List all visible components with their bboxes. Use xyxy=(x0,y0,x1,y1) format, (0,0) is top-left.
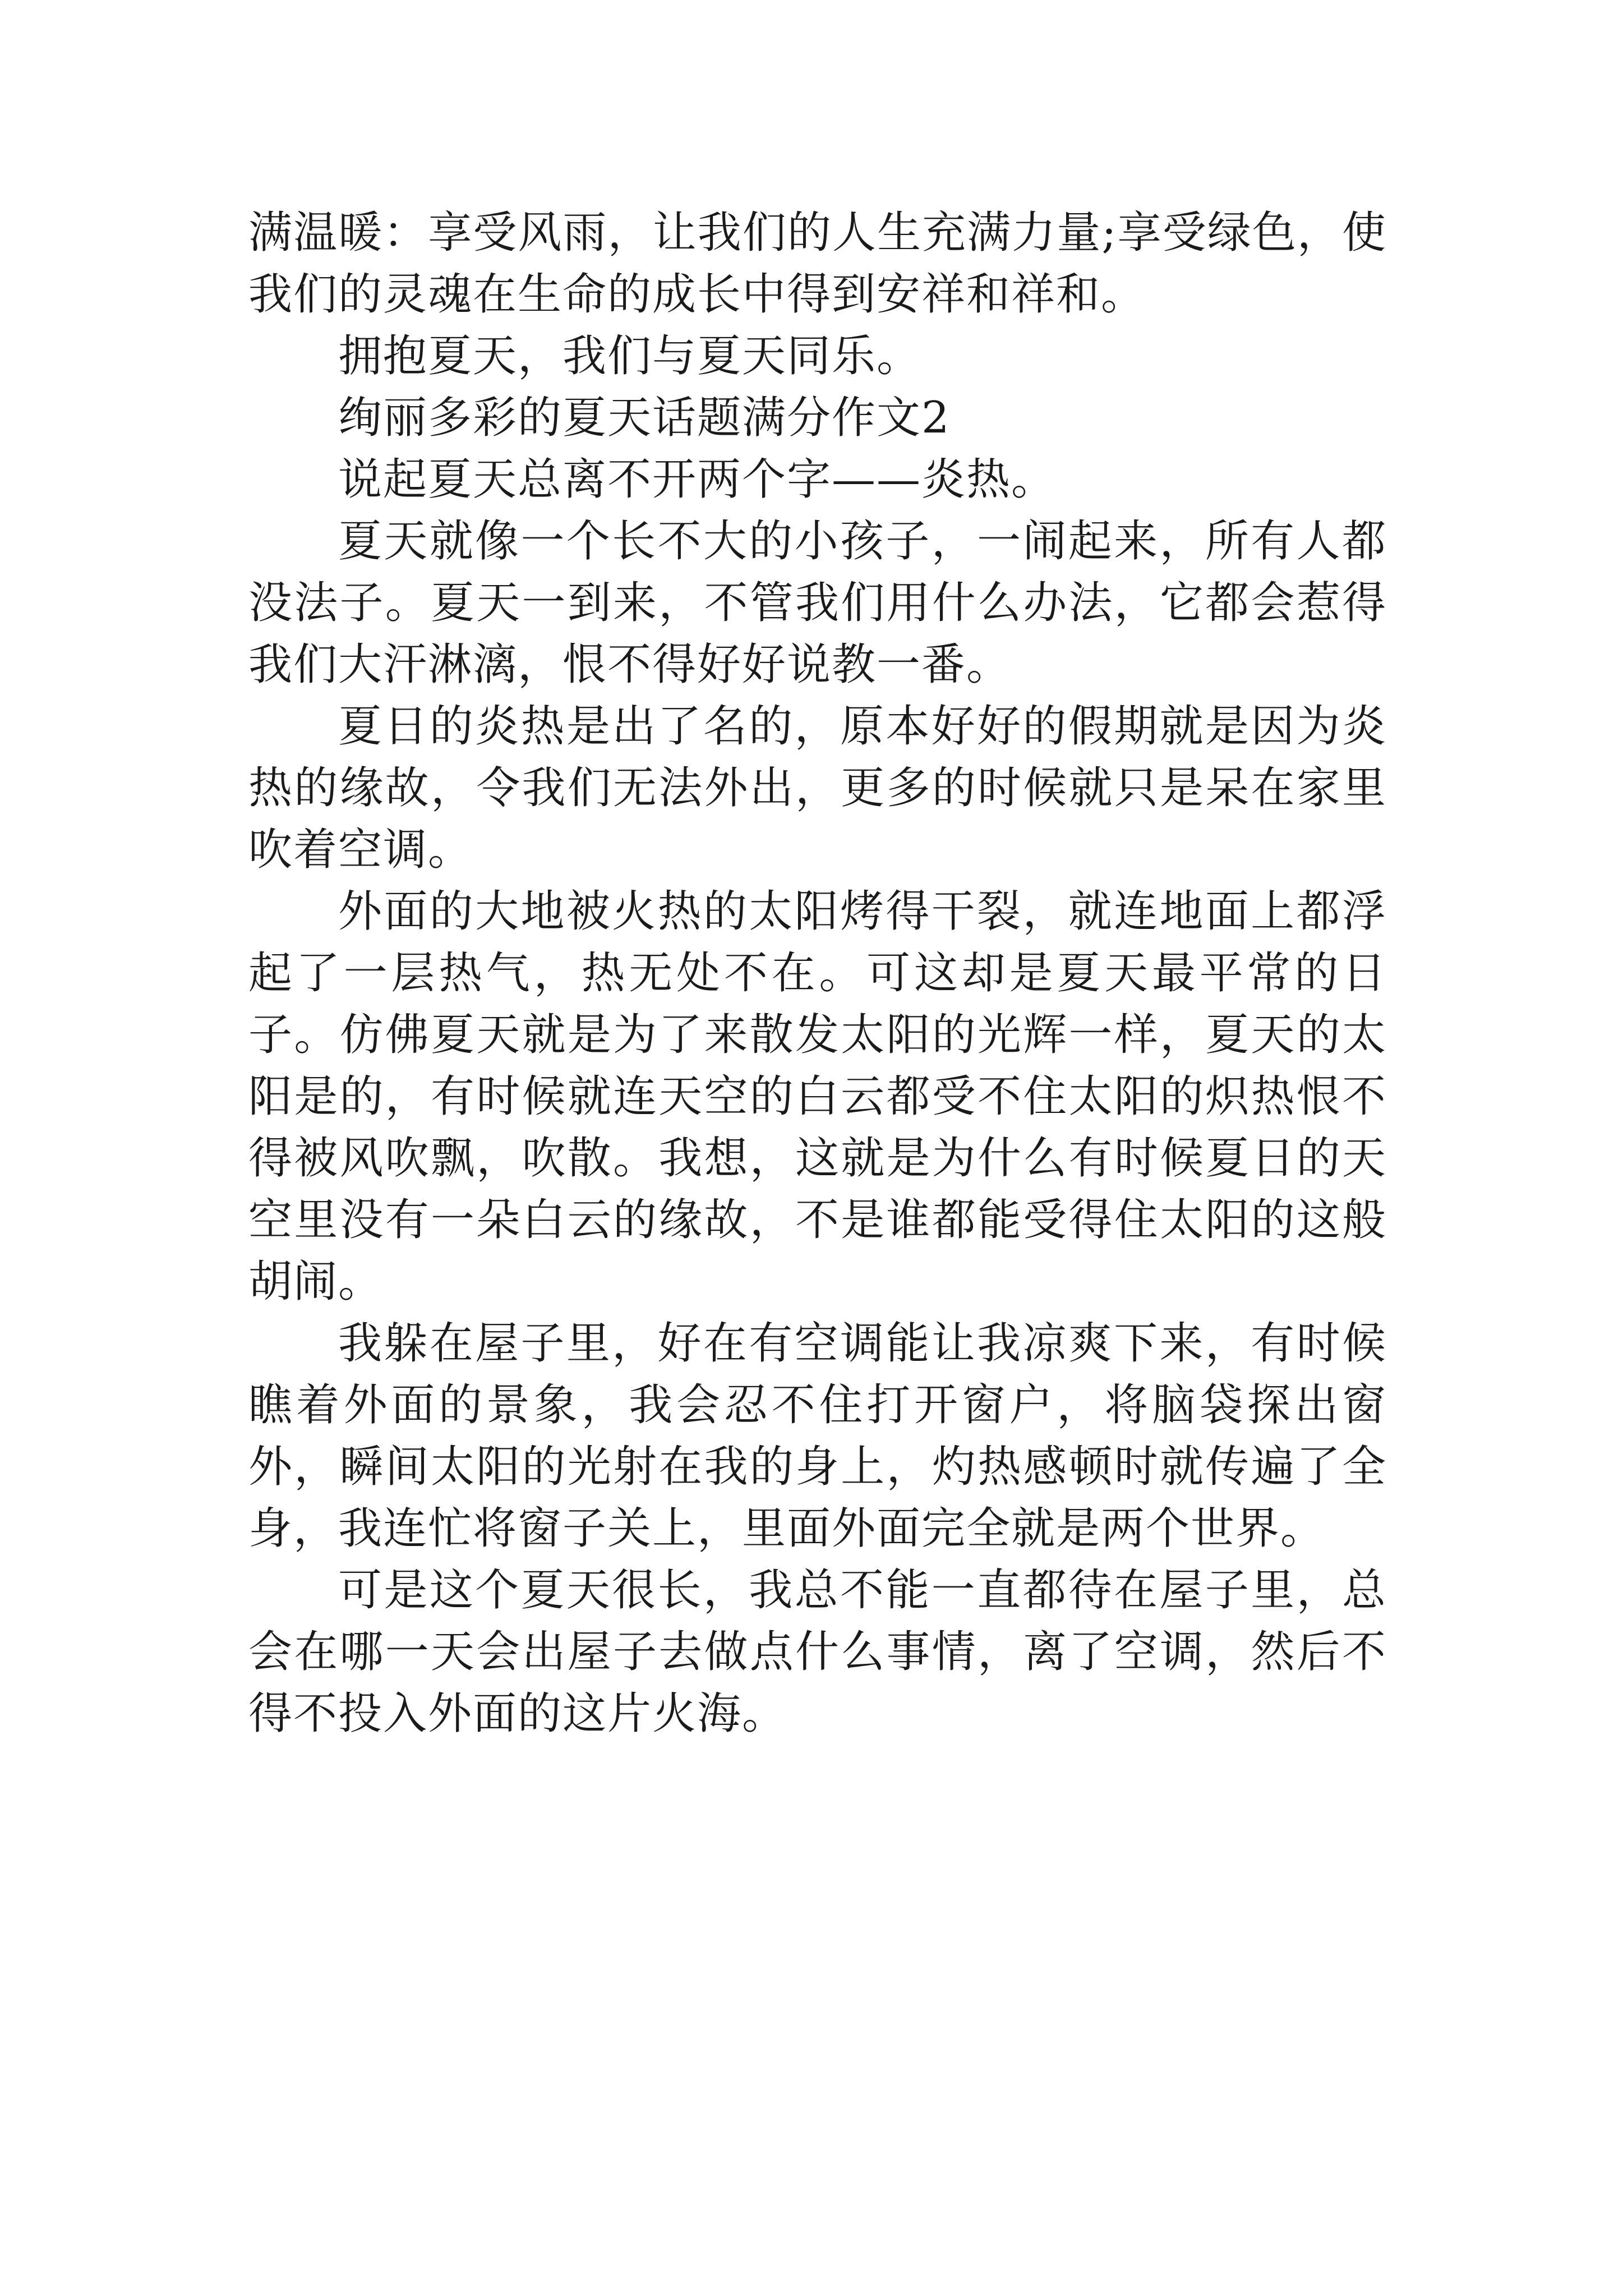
paragraph-2: 拥抱夏天，我们与夏天同乐。 xyxy=(338,331,922,381)
paragraph-1: 满温暖：享受风雨，让我们的人生充满力量;享受绿色，使我们的灵魂在生命的成长中得到安祥和祥和。 xyxy=(248,208,1387,320)
paragraph-4: 说起夏天总离不开两个字——炎热。 xyxy=(338,454,1057,505)
paragraph-5: 夏天就像一个长不大的小孩子，一闹起来，所有人都没法子。夏天一到来，不管我们用什么办法，它都会惹得我们大汗淋漓，恨不得好好说教一番。 xyxy=(248,516,1387,690)
document-body xyxy=(248,202,1387,1745)
paragraph-8: 我躲在屋子里，好在有空调能让我凉爽下来，有时候瞧着外面的景象，我会忍不住打开窗户，将脑袋探出窗外，瞬间太阳的光射在我的身上，灼热感顿时就传遍了全身，我连忙将窗子关上，里面外面完全就是两个世界。 xyxy=(248,1318,1387,1554)
paragraph-9: 可是这个夏天很长，我总不能一直都待在屋子里，总会在哪一天会出屋子去做点什么事情，离了空调，然后不得不投入外面的这片火海。 xyxy=(248,1565,1387,1739)
section-heading: 绚丽多彩的夏天话题满分作文2 xyxy=(338,393,951,443)
paragraph-7: 外面的大地被火热的太阳烤得干裂，就连地面上都浮起了一层热气，热无处不在。可这却是夏天最平常的日子。仿佛夏天就是为了来散发太阳的光辉一样，夏天的太阳是的，有时候就连天空的白云都受不住太阳的炽热恨不得被风吹飘，吹散。我想，这就是为什么有时候夏日的天空里没有一朵白云的缘故，不是谁都能受得住太阳的这般胡闹。 xyxy=(248,886,1387,1307)
paragraph-6: 夏日的炎热是出了名的，原本好好的假期就是因为炎热的缘故，令我们无法外出，更多的时候就只是呆在家里吹着空调。 xyxy=(248,701,1387,875)
